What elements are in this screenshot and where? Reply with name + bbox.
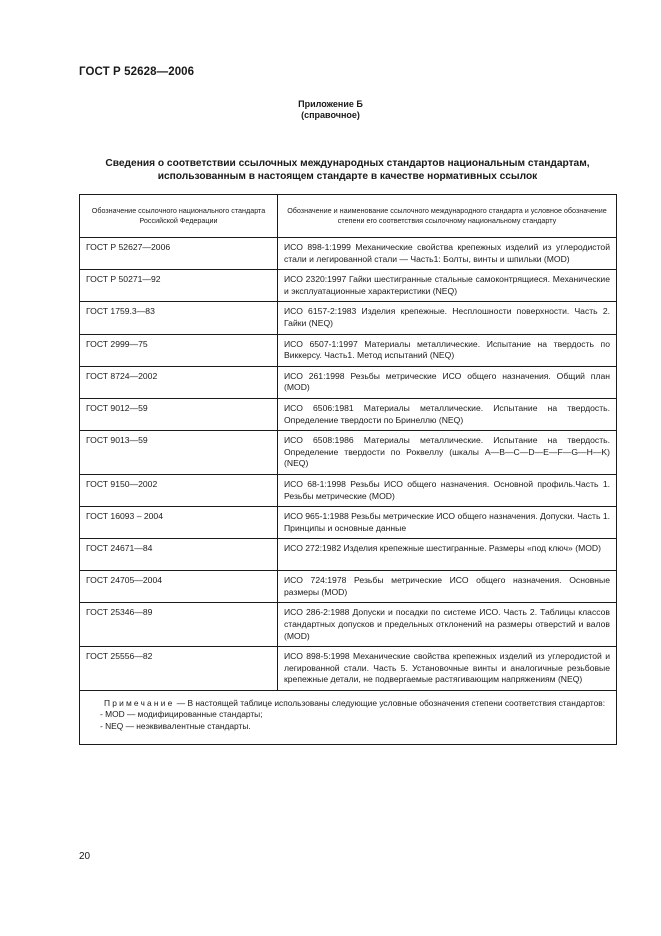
row-code: ГОСТ Р 50271—92	[80, 270, 278, 302]
table-row	[80, 366, 617, 398]
table-row	[80, 334, 617, 366]
row-code: ГОСТ 9012—59	[80, 398, 278, 430]
references-table	[79, 194, 617, 745]
row-code: ГОСТ 25556—82	[80, 647, 278, 691]
header-national-standard: Обозначение ссылочного национального стандарта Российской Федерации	[80, 195, 278, 238]
row-description: ИСО 6157-2:1983 Изделия крепежные. Несплошности поверхности. Часть 2. Гайки (NEQ)	[278, 302, 617, 334]
table-header-row	[80, 195, 617, 238]
note-item-mod: - MOD — модифицированные стандарты;	[100, 709, 263, 720]
row-description: ИСО 6506:1981 Материалы металлические. Испытание на твердость. Определение твердости по Бринеллю (NEQ)	[278, 398, 617, 430]
table-row	[80, 431, 617, 475]
document-code: ГОСТ Р 52628—2006	[79, 66, 195, 78]
row-code: ГОСТ Р 52627—2006	[80, 238, 278, 270]
row-description: ИСО 261:1998 Резьбы метрические ИСО общего назначения. Общий план (MOD)	[278, 366, 617, 398]
row-code: ГОСТ 9150—2002	[80, 474, 278, 506]
row-description: ИСО 6507-1:1997 Материалы металлические. Испытание на твердость по Виккерсу. Часть1. Метод испытаний (NEQ)	[278, 334, 617, 366]
page-number: 20	[79, 851, 91, 862]
note-item-neq: - NEQ — неэквивалентные стандарты.	[100, 720, 251, 731]
table-row	[80, 238, 617, 270]
table-note	[80, 691, 617, 745]
note-text: — В настоящей таблице использованы следующие условные обозначения степени соответствия стандартов:	[174, 698, 606, 709]
table-row	[80, 270, 617, 302]
row-description: ИСО 2320:1997 Гайки шестигранные стальные самоконтрящиеся. Механические и эксплуатационные характеристики (NEQ)	[278, 270, 617, 302]
table-note-row	[80, 691, 617, 745]
row-description: ИСО 272:1982 Изделия крепежные шестигранные. Размеры «под ключ» (MOD)	[278, 539, 617, 571]
header-international-standard: Обозначение и наименование ссылочного международного стандарта и условное обозначение степени его соответствия ссылочному национальному стандарту	[278, 195, 617, 238]
table-row	[80, 571, 617, 603]
appendix-subtitle: (справочное)	[301, 110, 360, 120]
row-description: ИСО 898-1:1999 Механические свойства крепежных изделий из углеродистой стали и легированной стали — Часть1: Болты, винты и шпильки (MOD)	[278, 238, 617, 270]
table-row	[80, 539, 617, 571]
row-description: ИСО 286-2:1988 Допуски и посадки по системе ИСО. Часть 2. Таблицы классов стандартных допусков и предельных отклонений на размеры отверстий и валов (MOD)	[278, 603, 617, 647]
row-code: ГОСТ 1759.3—83	[80, 302, 278, 334]
row-code: ГОСТ 16093 – 2004	[80, 507, 278, 539]
row-description: ИСО 898-5:1998 Механические свойства крепежных изделий из углеродистой и легированной стали. Часть 5. Установочные винты и аналогичные резьбовые крепежные детали, не подвергаемые растягивающим напряжениям (NEQ)	[278, 647, 617, 691]
row-code: ГОСТ 24671—84	[80, 539, 278, 571]
row-code: ГОСТ 8724—2002	[80, 366, 278, 398]
note-label: Примечание	[104, 698, 175, 709]
main-title: Сведения о соответствии ссылочных международных стандартов национальным стандартам, использованным в настоящем стандарте в качестве нормативных ссылок	[105, 158, 590, 182]
note-heading	[86, 698, 610, 709]
table-row	[80, 398, 617, 430]
row-description: ИСО 68-1:1998 Резьбы ИСО общего назначения. Основной профиль.Часть 1. Резьбы метрические (MOD)	[278, 474, 617, 506]
row-code: ГОСТ 24705—2004	[80, 571, 278, 603]
table-row	[80, 507, 617, 539]
appendix-title: Приложение Б	[298, 99, 363, 109]
row-code: ГОСТ 9013—59	[80, 431, 278, 475]
row-description: ИСО 724:1978 Резьбы метрические ИСО общего назначения. Основные размеры (MOD)	[278, 571, 617, 603]
row-description: ИСО 6508:1986 Материалы металлические. Испытание на твердость. Определение твердости по Роквеллу (шкалы A—B—C—D—E—F—G—H—K) (NEQ)	[278, 431, 617, 475]
table-row	[80, 647, 617, 691]
row-code: ГОСТ 2999—75	[80, 334, 278, 366]
table-row	[80, 603, 617, 647]
row-description: ИСО 965-1:1988 Резьбы метрические ИСО общего назначения. Допуски. Часть 1. Принципы и основные данные	[278, 507, 617, 539]
table-row	[80, 474, 617, 506]
table-row	[80, 302, 617, 334]
row-code: ГОСТ 25346—89	[80, 603, 278, 647]
